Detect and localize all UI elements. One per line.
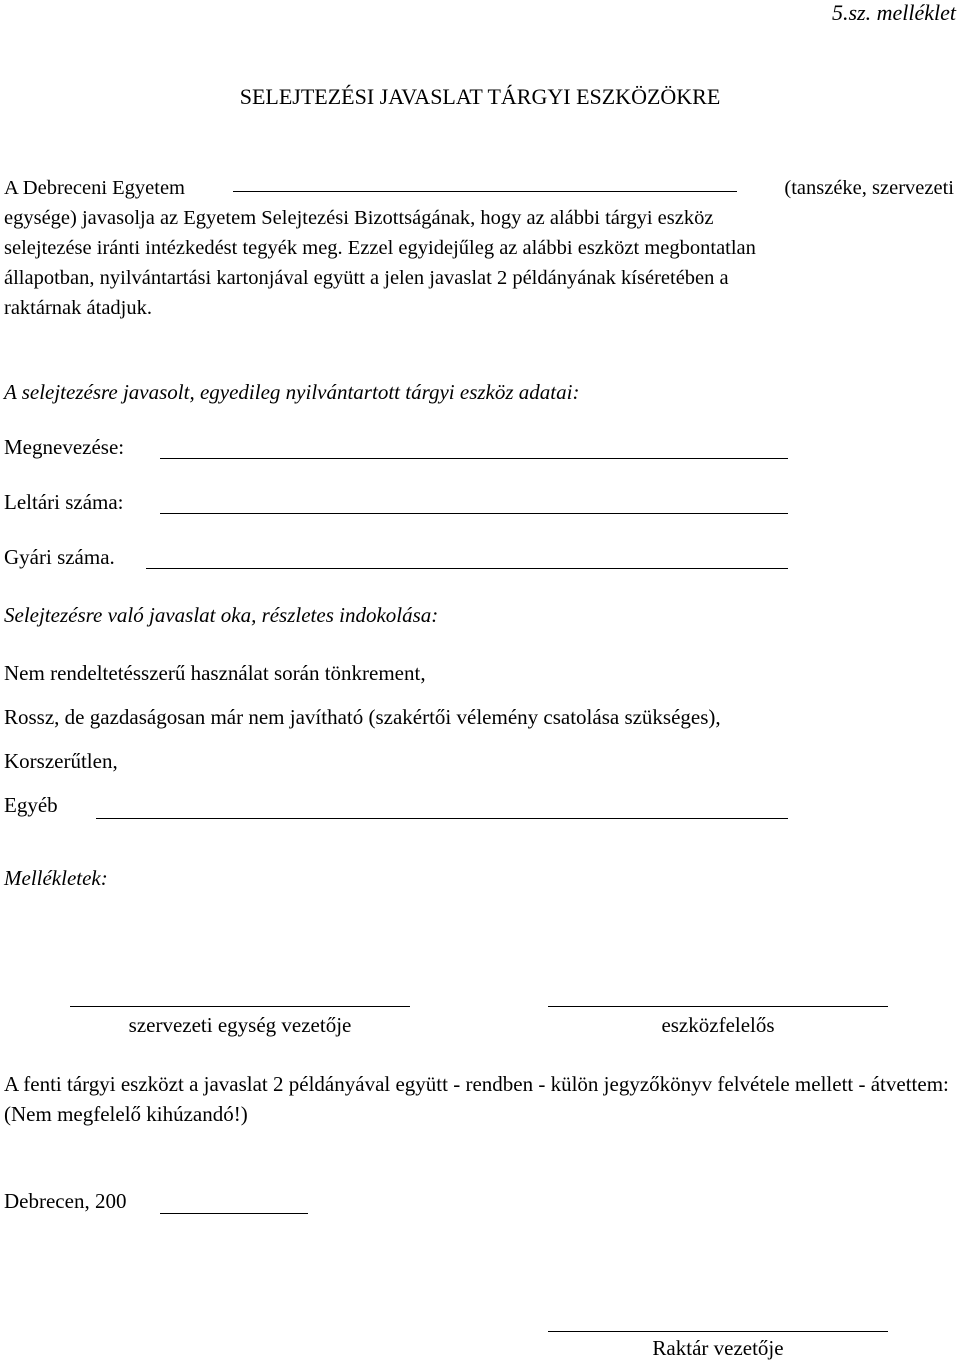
asset-officer-signature-line[interactable] [548, 1006, 888, 1007]
handover-statement: A fenti tárgyi eszközt a javaslat 2 példányával együtt - rendben - külön jegyzőkönyv felvétele mellett - átvettem: (Nem megfelelő kihúzandó!) [4, 1072, 949, 1126]
intro-line-2-text: egysége) javasolja az Egyetem Selejtezési Bizottságának, hogy az alábbi tárgyi eszköz [4, 207, 714, 229]
date-field[interactable] [160, 1213, 308, 1214]
intro-line-1 [4, 173, 954, 203]
intro-line-3 [4, 233, 954, 263]
intro-line-3-text: selejtezése iránti intézkedést tegyék meg. Ezzel egyidejűleg az alábbi eszközt megbontatlan [4, 237, 756, 259]
intro-line-4 [4, 263, 954, 293]
appendix-label: 5.sz. melléklet [831, 0, 956, 25]
place-date-label: Debrecen, 200 [4, 1189, 127, 1213]
warehouse-head-signature-label: Raktár vezetője [652, 1336, 784, 1360]
department-blank-field[interactable] [233, 173, 737, 192]
intro-line-2 [4, 203, 954, 233]
reason-option[interactable]: Nem rendeltetésszerű használat során tönkrement, [4, 661, 426, 685]
name-label: Megnevezése: [4, 435, 125, 459]
attachments-heading: Mellékletek: [4, 866, 108, 890]
reason-option[interactable]: Rossz, de gazdaságosan már nem javítható (szakértői vélemény csatolása szükséges), [4, 705, 721, 729]
reason-section-heading: Selejtezésre való javaslat oka, részletes indokolása: [4, 603, 439, 627]
asset-officer-signature-label: eszközfelelős [661, 1013, 775, 1037]
warehouse-head-signature-line[interactable] [548, 1331, 888, 1332]
intro-line-1-end: (tanszéke, szervezeti [784, 177, 954, 199]
unit-head-signature-line[interactable] [70, 1006, 410, 1007]
reason-option-other[interactable]: Egyéb [4, 793, 58, 817]
name-field[interactable] [160, 458, 788, 459]
serial-number-label: Gyári száma. [4, 545, 115, 569]
inventory-number-label: Leltári száma: [4, 490, 124, 514]
reason-option[interactable]: Korszerűtlen, [4, 749, 118, 773]
intro-line-5 [4, 293, 954, 323]
intro-line-4-text: állapotban, nyilvántartási kartonjával együtt a jelen javaslat 2 példányának kíséretében a [4, 267, 729, 289]
other-reason-field[interactable] [96, 818, 788, 819]
document-title: SELEJTEZÉSI JAVASLAT TÁRGYI ESZKÖZÖKRE [239, 84, 721, 109]
inventory-number-field[interactable] [160, 513, 788, 514]
asset-section-heading: A selejtezésre javasolt, egyedileg nyilvántartott tárgyi eszköz adatai: [4, 380, 580, 404]
intro-line-5-text: raktárnak átadjuk. [4, 297, 152, 319]
intro-line-1-start: A Debreceni Egyetem [4, 177, 186, 199]
unit-head-signature-label: szervezeti egység vezetője [128, 1013, 352, 1037]
serial-number-field[interactable] [146, 568, 788, 569]
intro-paragraph [4, 173, 954, 323]
